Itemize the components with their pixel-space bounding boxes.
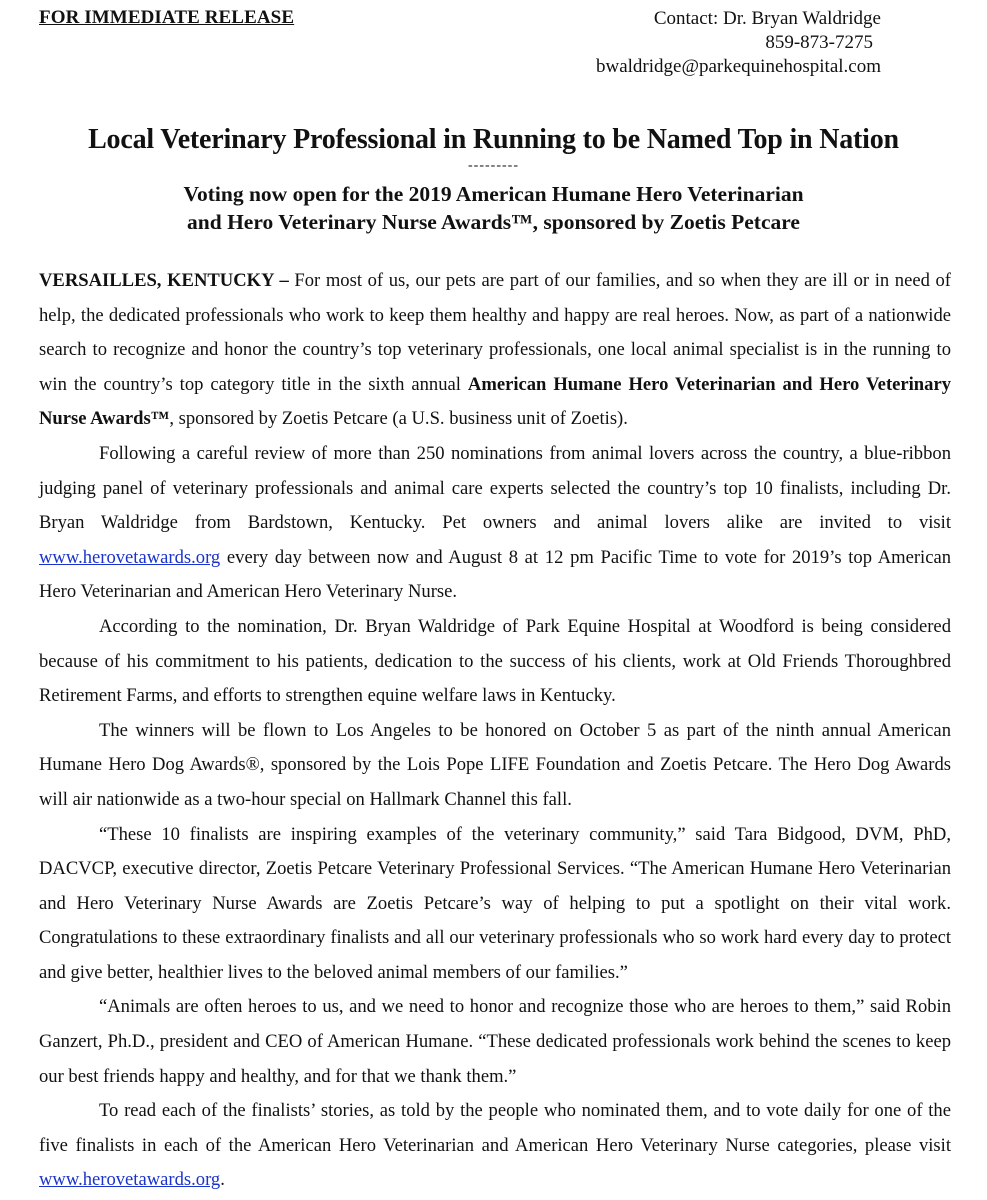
paragraph-2 — [39, 437, 951, 610]
paragraph-7-text-a: To read each of the finalists’ stories, as told by the people who nominated them, and to vote daily for one of the five finalists in each of the American Hero Veterinarian and American Hero Veterinary Nurse categories, please visit — [39, 1100, 951, 1156]
contact-phone: 859-873-7275 — [765, 32, 873, 53]
subheadline — [0, 180, 987, 236]
award-name: American Humane Hero Veterinarian and Hero Veterinary Nurse Awards™ — [39, 373, 951, 430]
paragraph-2-text-b: every day between now and August 8 at 12 pm Pacific Time to vote for 2019’s top American Hero Veterinarian and American Hero Veterinary Nurse. — [39, 546, 951, 603]
paragraph-4: The winners will be flown to Los Angeles to be honored on October 5 as part of the ninth annual American Humane Hero Dog Awards®, sponsored by the Lois Pope LIFE Foundation and Zoetis Petcare. The Hero Dog Awards will air nationwide as a two-hour special on Hallmark Channel this fall. — [39, 719, 951, 810]
paragraph-1 — [39, 264, 951, 437]
paragraph-7 — [39, 1094, 951, 1198]
subheadline-line-1: Voting now open for the 2019 American Humane Hero Veterinarian — [183, 182, 804, 206]
paragraph-7-text-b: . — [220, 1169, 225, 1191]
website-link-closing[interactable]: www.herovetawards.org — [39, 1169, 221, 1191]
body-text — [39, 264, 951, 1198]
paragraph-6: “Animals are often heroes to us, and we need to honor and recognize those who are heroes to them,” said Robin Ganzert, Ph.D., president and CEO of American Humane. “These dedicated professionals work behind the scenes to keep our best friends happy and healthy, and for that we thank them.” — [39, 996, 951, 1087]
website-link[interactable]: www.herovetawards.org — [39, 546, 221, 568]
dateline: VERSAILLES, KENTUCKY – — [39, 270, 289, 291]
release-label: FOR IMMEDIATE RELEASE — [39, 7, 295, 28]
paragraph-5: “These 10 finalists are inspiring examples of the veterinary community,” said Tara Bidgood, DVM, PhD, DACVCP, executive director, Zoetis Petcare Veterinary Professional Services. “The American Humane Hero Veterinarian and Hero Veterinary Nurse Awards are Zoetis Petcare’s way of helping to put a spotlight on their vital work. Congratulations to these extraordinary finalists and all our veterinary professionals who so work hard every day to protect and give better, healthier lives to the beloved animal members of our families.” — [39, 823, 951, 983]
contact-block — [596, 7, 881, 79]
divider: --------- — [468, 158, 519, 173]
headline: Local Veterinary Professional in Running to be Named Top in Nation — [88, 124, 899, 155]
paragraph-1-text-b: , sponsored by Zoetis Petcare (a U.S. business unit of Zoetis). — [169, 408, 628, 430]
paragraph-2-text-a: Following a careful review of more than 250 nominations from animal lovers across the country, a blue-ribbon judging panel of veterinary professionals and animal care experts selected the country’s top 10 finalists, including Dr. Bryan Waldridge from Bardstown, Kentucky. Pet owners and animal lovers alike are invited to visit — [39, 442, 951, 534]
paragraph-1-text-a: For most of us, our pets are part of our families, and so when they are ill or in need of help, the dedicated professionals who work to keep them healthy and happy are real heroes. Now, as part of a nationwide search to recognize and honor the country’s top veterinary professionals, one local animal specialist is in the running to win the country’s top category title in the sixth annual — [39, 270, 951, 395]
subheadline-line-2: and Hero Veterinary Nurse Awards™, sponsored by Zoetis Petcare — [187, 210, 800, 234]
paragraph-3: According to the nomination, Dr. Bryan Waldridge of Park Equine Hospital at Woodford is being considered because of his commitment to his patients, dedication to the success of his clients, work at Old Friends Thoroughbred Retirement Farms, and efforts to strengthen equine welfare laws in Kentucky. — [39, 615, 951, 707]
contact-name: Contact: Dr. Bryan Waldridge — [653, 8, 881, 29]
contact-email: bwaldridge@parkequinehospital.com — [596, 56, 881, 77]
